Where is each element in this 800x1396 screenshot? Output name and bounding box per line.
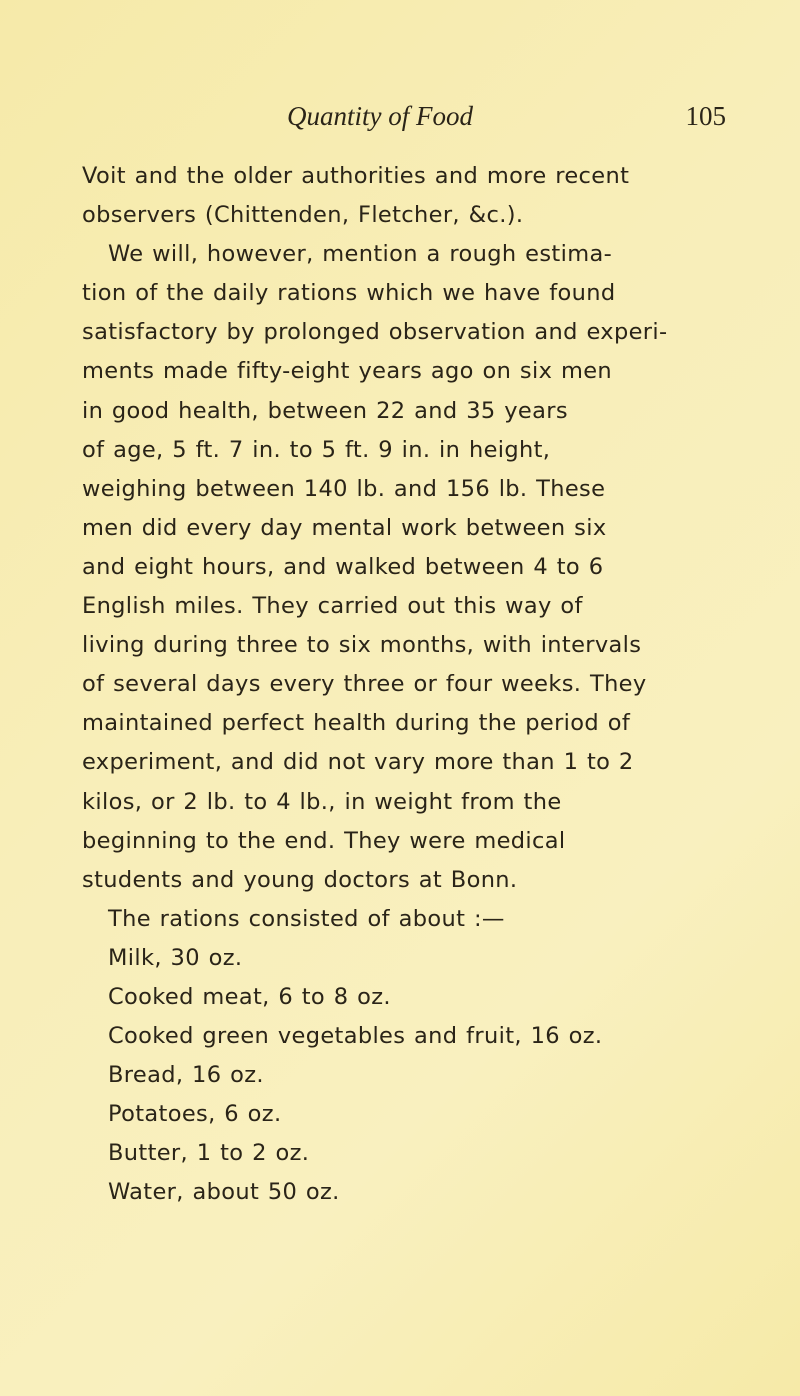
text-line: in good health, between 22 and 35 years [82, 397, 568, 424]
list-item: Potatoes, 6 oz. [108, 1101, 282, 1128]
page-number: 105 [685, 101, 726, 131]
paragraph-continuation [82, 157, 742, 235]
text-line: kilos, or 2 lb. to 4 lb., in weight from the [82, 788, 562, 815]
text-line: beginning to the end. They were medical [82, 827, 566, 854]
paragraph-rations-intro [82, 900, 742, 939]
text-line: weighing between 140 lb. and 156 lb. These [82, 475, 606, 502]
text-line: experiment, and did not vary more than 1 to 2 [82, 749, 634, 776]
text-line: maintained perfect health during the period of [82, 710, 631, 737]
list-item: Butter, 1 to 2 oz. [108, 1140, 310, 1167]
text-line: ments made fifty-eight years ago on six men [82, 358, 613, 385]
body-text [82, 157, 742, 1213]
text-line: satisfactory by prolonged observation and experi- [82, 319, 668, 346]
text-line: observers (Chittenden, Fletcher, &c.). [82, 202, 524, 229]
text-line: We will, however, mention a rough estima- [108, 241, 613, 268]
list-item: Water, about 50 oz. [108, 1179, 340, 1206]
list-item: Bread, 16 oz. [108, 1062, 264, 1089]
text-line: men did every day mental work between six [82, 514, 607, 541]
running-head [0, 96, 800, 136]
running-head-title: Quantity of Food [287, 101, 473, 131]
list-item: Cooked green vegetables and fruit, 16 oz. [108, 1023, 603, 1050]
text-line: of several days every three or four weeks. They [82, 671, 647, 698]
list-item: Milk, 30 oz. [108, 944, 243, 971]
text-line: Voit and the older authorities and more recent [82, 163, 630, 189]
text-line: living during three to six months, with intervals [82, 632, 642, 659]
paragraph-bonn-experiment [82, 235, 742, 900]
list-item: Cooked meat, 6 to 8 oz. [108, 983, 391, 1010]
text-line: students and young doctors at Bonn. [82, 866, 518, 893]
text-line: tion of the daily rations which we have found [82, 280, 616, 307]
text-line: of age, 5 ft. 7 in. to 5 ft. 9 in. in height, [82, 436, 551, 463]
text-line: and eight hours, and walked between 4 to 6 [82, 553, 604, 580]
ration-list [82, 939, 742, 1213]
text-line: English miles. They carried out this way of [82, 593, 583, 620]
text-line: The rations consisted of about :— [108, 905, 505, 932]
